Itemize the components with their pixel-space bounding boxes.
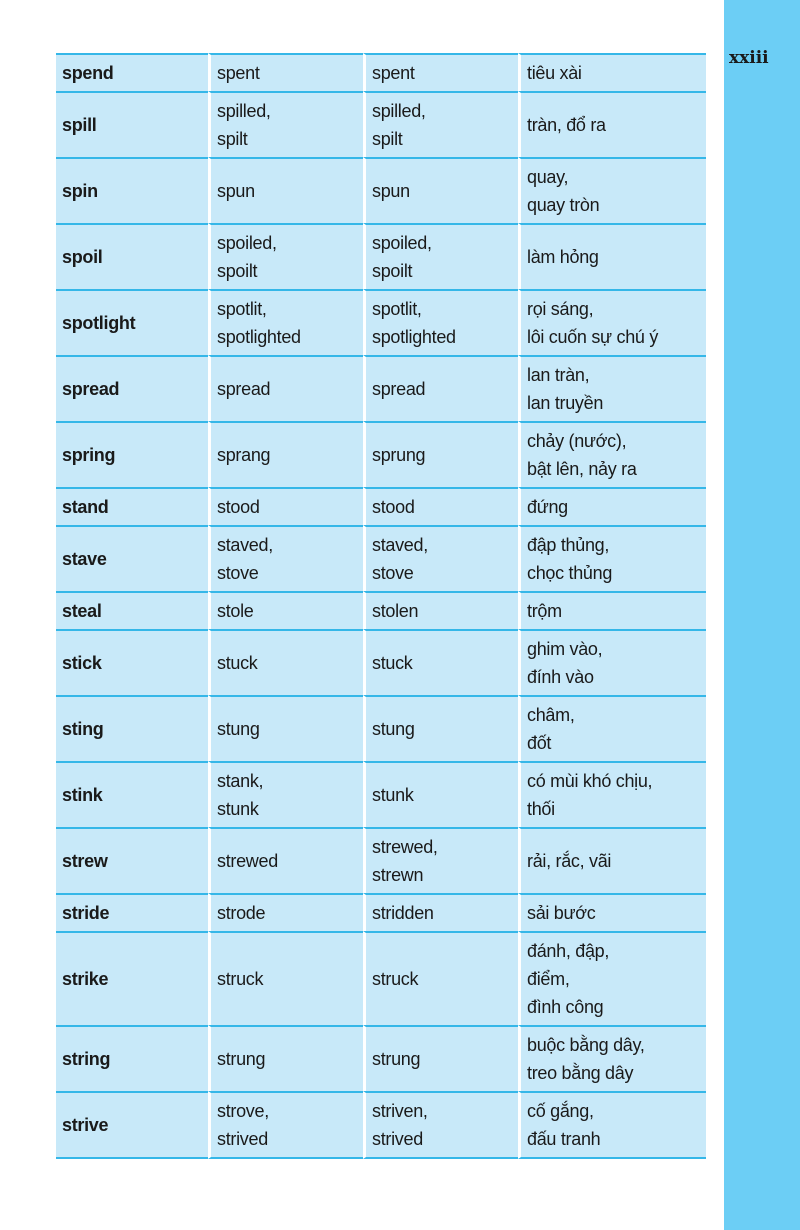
meaning-text: đấu tranh	[527, 1129, 601, 1149]
past-simple-cell	[208, 355, 363, 421]
base-form-text: spill	[62, 115, 97, 135]
meaning-cell	[518, 421, 706, 487]
past-participle-text: staved,	[372, 535, 428, 555]
meaning-text: đốt	[527, 733, 552, 753]
past-participle-text: strived	[372, 1129, 423, 1149]
meaning-text: chảy (nước),	[527, 431, 627, 451]
base-form-text: steal	[62, 601, 102, 621]
meaning-text: đứng	[527, 497, 568, 517]
irregular-verb-table	[56, 53, 706, 1159]
meaning-text: đính vào	[527, 667, 594, 687]
past-simple-text: spread	[217, 379, 271, 399]
past-participle-text: spoiled,	[372, 233, 432, 253]
meaning-text: tiêu xài	[527, 63, 582, 83]
verb-row	[56, 931, 706, 1025]
base-form-text: stick	[62, 653, 102, 673]
meaning-cell	[518, 355, 706, 421]
verb-row	[56, 1025, 706, 1091]
past-participle-cell	[363, 591, 518, 629]
verb-row	[56, 421, 706, 487]
past-participle-cell	[363, 525, 518, 591]
past-participle-cell	[363, 695, 518, 761]
past-participle-text: struck	[372, 969, 419, 989]
past-simple-text: strode	[217, 903, 266, 923]
meaning-cell	[518, 289, 706, 355]
base-form-cell	[56, 525, 208, 591]
meaning-cell	[518, 893, 706, 931]
verb-row	[56, 355, 706, 421]
base-form-text: string	[62, 1049, 111, 1069]
meaning-text: đập thủng,	[527, 535, 610, 555]
past-participle-text: strung	[372, 1049, 421, 1069]
meaning-text: châm,	[527, 705, 575, 725]
meaning-text: lôi cuốn sự chú ý	[527, 327, 659, 347]
meaning-text: sải bước	[527, 903, 596, 923]
meaning-text: thối	[527, 799, 555, 819]
past-simple-cell	[208, 931, 363, 1025]
base-form-cell	[56, 355, 208, 421]
verb-row	[56, 525, 706, 591]
past-participle-cell	[363, 931, 518, 1025]
meaning-cell	[518, 1025, 706, 1091]
base-form-cell	[56, 289, 208, 355]
base-form-cell	[56, 53, 208, 91]
past-participle-text: stove	[372, 563, 414, 583]
past-simple-text: struck	[217, 969, 264, 989]
past-participle-cell	[363, 827, 518, 893]
meaning-text: rải, rắc, vãi	[527, 851, 612, 871]
meaning-text: ghim vào,	[527, 639, 603, 659]
meaning-text: quay tròn	[527, 195, 600, 215]
meaning-cell	[518, 591, 706, 629]
meaning-text: quay,	[527, 167, 569, 187]
verb-row	[56, 157, 706, 223]
base-form-cell	[56, 1025, 208, 1091]
meaning-cell	[518, 223, 706, 289]
past-participle-text: stridden	[372, 903, 434, 923]
past-participle-cell	[363, 91, 518, 157]
past-simple-cell	[208, 53, 363, 91]
base-form-text: sting	[62, 719, 104, 739]
past-participle-cell	[363, 1025, 518, 1091]
past-participle-text: spotlit,	[372, 299, 422, 319]
meaning-cell	[518, 629, 706, 695]
base-form-cell	[56, 695, 208, 761]
base-form-cell	[56, 629, 208, 695]
meaning-cell	[518, 91, 706, 157]
base-form-text: spin	[62, 181, 98, 201]
past-participle-cell	[363, 421, 518, 487]
past-simple-text: stank,	[217, 771, 264, 791]
meaning-text: đình công	[527, 997, 604, 1017]
past-participle-cell	[363, 223, 518, 289]
verb-row	[56, 695, 706, 761]
past-participle-text: strewn	[372, 865, 424, 885]
base-form-cell	[56, 421, 208, 487]
past-participle-text: striven,	[372, 1101, 428, 1121]
meaning-text: chọc thủng	[527, 563, 613, 583]
verb-row	[56, 827, 706, 893]
past-simple-text: spilt	[217, 129, 248, 149]
past-simple-text: stunk	[217, 799, 259, 819]
past-simple-text: spoiled,	[217, 233, 277, 253]
base-form-cell	[56, 223, 208, 289]
verb-row	[56, 591, 706, 629]
past-simple-text: stove	[217, 563, 259, 583]
meaning-cell	[518, 525, 706, 591]
past-simple-cell	[208, 591, 363, 629]
past-simple-text: stuck	[217, 653, 258, 673]
meaning-cell	[518, 931, 706, 1025]
past-participle-text: spotlighted	[372, 327, 456, 347]
meaning-text: lan truyền	[527, 393, 604, 413]
past-participle-text: spoilt	[372, 261, 413, 281]
base-form-text: strew	[62, 851, 108, 871]
base-form-text: stride	[62, 903, 110, 923]
past-simple-cell	[208, 1025, 363, 1091]
past-simple-text: strewed	[217, 851, 278, 871]
verb-row	[56, 487, 706, 525]
verb-row	[56, 223, 706, 289]
side-color-strip	[724, 0, 800, 1230]
verb-row	[56, 629, 706, 695]
meaning-text: trộm	[527, 601, 562, 621]
past-participle-text: stung	[372, 719, 415, 739]
past-participle-text: spread	[372, 379, 426, 399]
base-form-text: spoil	[62, 247, 103, 267]
meaning-cell	[518, 761, 706, 827]
base-form-cell	[56, 1091, 208, 1159]
past-simple-text: spun	[217, 181, 255, 201]
past-simple-text: spoilt	[217, 261, 258, 281]
verb-row	[56, 1091, 706, 1159]
meaning-text: đánh, đập,	[527, 941, 610, 961]
past-simple-cell	[208, 761, 363, 827]
past-participle-text: spilt	[372, 129, 403, 149]
base-form-cell	[56, 591, 208, 629]
base-form-cell	[56, 931, 208, 1025]
meaning-text: lan tràn,	[527, 365, 590, 385]
past-participle-cell	[363, 289, 518, 355]
past-simple-text: stood	[217, 497, 260, 517]
base-form-cell	[56, 893, 208, 931]
past-simple-cell	[208, 223, 363, 289]
past-participle-text: spilled,	[372, 101, 426, 121]
past-simple-text: spent	[217, 63, 260, 83]
base-form-cell	[56, 157, 208, 223]
past-simple-text: stung	[217, 719, 260, 739]
past-participle-text: stolen	[372, 601, 419, 621]
base-form-cell	[56, 761, 208, 827]
past-simple-cell	[208, 695, 363, 761]
past-participle-text: spun	[372, 181, 410, 201]
base-form-text: stave	[62, 549, 107, 569]
base-form-text: strive	[62, 1115, 109, 1135]
base-form-text: strike	[62, 969, 109, 989]
verb-row	[56, 761, 706, 827]
past-simple-text: strove,	[217, 1101, 269, 1121]
meaning-text: bật lên, nảy ra	[527, 459, 637, 479]
meaning-cell	[518, 53, 706, 91]
meaning-text: buộc bằng dây,	[527, 1035, 645, 1055]
verb-row	[56, 53, 706, 91]
meaning-cell	[518, 1091, 706, 1159]
verb-table-body	[56, 53, 706, 1159]
meaning-cell	[518, 695, 706, 761]
meaning-text: làm hỏng	[527, 247, 599, 267]
meaning-text: cố gắng,	[527, 1101, 594, 1121]
meaning-cell	[518, 157, 706, 223]
base-form-text: spring	[62, 445, 116, 465]
past-simple-cell	[208, 289, 363, 355]
past-simple-cell	[208, 525, 363, 591]
base-form-cell	[56, 487, 208, 525]
past-participle-cell	[363, 629, 518, 695]
base-form-text: stink	[62, 785, 103, 805]
past-simple-cell	[208, 1091, 363, 1159]
past-simple-cell	[208, 157, 363, 223]
past-participle-cell	[363, 893, 518, 931]
past-simple-cell	[208, 629, 363, 695]
page-number: xxiii	[729, 48, 769, 68]
past-simple-text: spilled,	[217, 101, 271, 121]
past-participle-cell	[363, 761, 518, 827]
meaning-text: có mùi khó chịu,	[527, 771, 653, 791]
verb-row	[56, 91, 706, 157]
past-participle-text: stuck	[372, 653, 413, 673]
verb-row	[56, 893, 706, 931]
past-participle-text: strewed,	[372, 837, 438, 857]
meaning-text: tràn, đổ ra	[527, 115, 606, 135]
base-form-text: stand	[62, 497, 109, 517]
past-simple-text: sprang	[217, 445, 271, 465]
meaning-cell	[518, 827, 706, 893]
base-form-cell	[56, 91, 208, 157]
past-participle-text: stood	[372, 497, 415, 517]
past-simple-text: spotlighted	[217, 327, 301, 347]
base-form-cell	[56, 827, 208, 893]
meaning-text: treo bằng dây	[527, 1063, 634, 1083]
meaning-cell	[518, 487, 706, 525]
past-participle-cell	[363, 1091, 518, 1159]
past-simple-text: strived	[217, 1129, 268, 1149]
meaning-text: điểm,	[527, 969, 570, 989]
past-simple-text: strung	[217, 1049, 266, 1069]
past-simple-cell	[208, 421, 363, 487]
past-simple-cell	[208, 91, 363, 157]
past-simple-cell	[208, 827, 363, 893]
past-simple-text: spotlit,	[217, 299, 267, 319]
past-participle-cell	[363, 53, 518, 91]
base-form-text: spread	[62, 379, 120, 399]
past-participle-cell	[363, 487, 518, 525]
base-form-text: spotlight	[62, 313, 136, 333]
past-participle-cell	[363, 355, 518, 421]
base-form-text: spend	[62, 63, 114, 83]
past-simple-text: stole	[217, 601, 254, 621]
past-participle-text: stunk	[372, 785, 414, 805]
past-participle-text: spent	[372, 63, 415, 83]
past-participle-cell	[363, 157, 518, 223]
past-participle-text: sprung	[372, 445, 426, 465]
past-simple-cell	[208, 893, 363, 931]
verb-row	[56, 289, 706, 355]
meaning-text: rọi sáng,	[527, 299, 594, 319]
past-simple-cell	[208, 487, 363, 525]
past-simple-text: staved,	[217, 535, 273, 555]
